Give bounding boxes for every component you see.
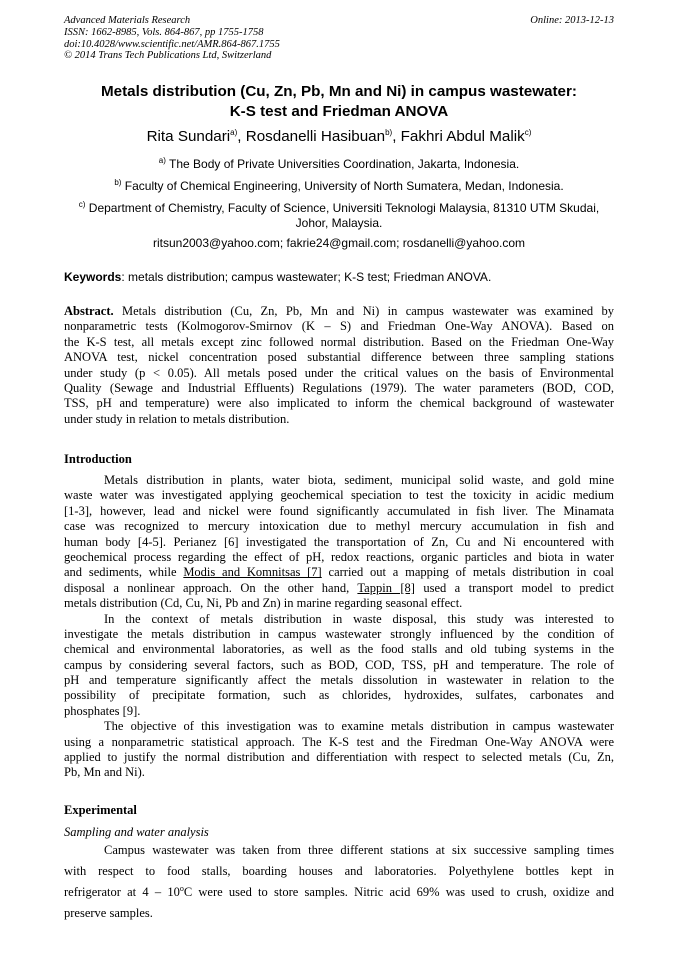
intro-line: phosphates [9]. [64, 703, 141, 718]
intro-line: human body [4-5]. Perianez [6] investigated the transportation of Zn, Cu and Ni encountered with [64, 534, 614, 549]
introduction-heading: Introduction [64, 452, 132, 466]
intro-line: In the context of metals distribution in waste disposal, this study was interested to [104, 611, 614, 626]
experimental-body [64, 840, 614, 924]
affiliation-c [40, 201, 638, 230]
abstract-line: Quality (Sewage and Industrial Effluents) Regulations (1979). The water parameters (BOD, COD, [64, 380, 614, 395]
sampling-subheading: Sampling and water analysis [64, 825, 209, 839]
journal-name: Advanced Materials Research [64, 15, 191, 26]
intro-text: carried out a mapping of metals distribution in coal [321, 565, 614, 580]
journal-header [64, 15, 280, 62]
author-separator: , [392, 128, 401, 145]
abstract-line: under study in relation to metals distribution. [64, 411, 290, 426]
affiliation-a [40, 157, 638, 172]
exp-line: Campus wastewater was taken from three different stations at six successive sampling times [104, 843, 614, 857]
intro-line [64, 565, 614, 580]
keywords-text: : metals distribution; campus wastewater; K-S test; Friedman ANOVA. [121, 270, 492, 284]
intro-line: pH and temperature significantly affect the metals dissolution in wastewater in relation to the [64, 673, 614, 688]
author-emails [40, 236, 638, 251]
intro-line: applied to justify the normal distribution and differentiation with respect to selected metals (Cu, Zn, [64, 750, 614, 765]
exp-line: with respect to food stalls, boarding houses and laboratories. Polyethylene bottles kept in [64, 864, 614, 878]
copyright-line: © 2014 Trans Tech Publications Ltd, Switzerland [64, 50, 272, 62]
affiliation-text-continued: Johor, Malaysia. [295, 215, 383, 230]
intro-line: [1-3], however, lead and nickel were found significantly accumulated in fish liver. The Minamata [64, 503, 614, 518]
intro-line: chemical and environmental laboratories, as well as the food stalls and old tubing systems in the [64, 642, 614, 657]
author-affiliation-mark: a) [230, 127, 238, 137]
abstract-label: Abstract. [64, 304, 114, 318]
abstract-text: Metals distribution (Cu, Zn, Pb, Mn and Ni) in campus wastewater was examined by [113, 304, 614, 318]
abstract-line: nonparametric tests (Kolmogorov-Smirnov (K – S) and Friedman One-Way ANOVA). Based on [64, 319, 614, 334]
author-separator: , [237, 128, 246, 145]
abstract [64, 304, 614, 427]
intro-line: metals distribution (Cd, Cu, Ni, Pb and Zn) in marine regarding seasonal effect. [64, 596, 463, 611]
affiliation-text: Faculty of Chemical Engineering, University of North Sumatera, Medan, Indonesia. [121, 179, 564, 193]
intro-line: Pb, Mn and Ni). [64, 765, 145, 780]
abstract-line: ANOVA test, nickel concentration posed substantial difference between three sampling stations [64, 350, 614, 365]
keywords-label: Keywords [64, 270, 122, 284]
author-affiliation-mark: b) [385, 127, 393, 137]
abstract-line: TSS, pH and temperature) were also implicated to inform the chemical background of wastewater [64, 396, 614, 411]
author-list [40, 127, 638, 147]
intro-line: campus by considering several factors, such as BOD, COD, TSS, pH and temperature. The role of [64, 657, 614, 672]
degree-superscript: o [179, 883, 184, 893]
abstract-line [64, 304, 614, 319]
paper-title [40, 82, 638, 122]
doi-line: doi:10.4028/www.scientific.net/AMR.864-867.1755 [64, 38, 280, 50]
affiliation-b [40, 179, 638, 194]
title-line-2: K-S test and Friedman ANOVA [229, 103, 449, 120]
issn-line: ISSN: 1662-8985, Vols. 864-867, pp 1755-1758 [64, 26, 264, 38]
affiliation-text: Department of Chemistry, Faculty of Science, Universiti Teknologi Malaysia, 81310 UTM Skudai, [85, 201, 600, 215]
email-list: ritsun2003@yahoo.com; fakrie24@gmail.com; rosdanelli@yahoo.com [152, 236, 526, 250]
intro-line: geochemical process regarding the effect of pH, redox reactions, organic particles and biota in water [64, 549, 614, 564]
intro-line: waste water was investigated applying geochemical speciation to test the toxicity in acidic medium [64, 488, 614, 503]
intro-line: The objective of this investigation was to examine metals distribution in campus wastewater [104, 719, 614, 734]
intro-line: Metals distribution in plants, water biota, sediment, municipal solid waste, and gold mine [104, 473, 614, 487]
intro-line: investigate the metals distribution in campus wastewater strongly influenced by the condition of [64, 626, 614, 641]
author-affiliation-mark: c) [524, 127, 532, 137]
intro-text: used a transport model to predict [414, 580, 614, 595]
introduction-body [64, 473, 614, 781]
intro-line: using a nonparametric statistical approach. The K-S test and the Firedman One-Way ANOVA were [64, 734, 614, 749]
affiliation-text: The Body of Private Universities Coordination, Jakarta, Indonesia. [165, 157, 520, 171]
abstract-line: under study (p < 0.05). All metals posed under the critical values on the basis of Environmental [64, 365, 614, 380]
intro-text: and sediments, while [64, 565, 184, 580]
author-name: Rosdanelli Hasibuan [245, 128, 386, 145]
affiliation-mark: a) [158, 156, 166, 165]
experimental-heading: Experimental [64, 803, 137, 817]
title-line-1: Metals distribution (Cu, Zn, Pb, Mn and Ni) in campus wastewater: [101, 83, 577, 100]
exp-line [64, 882, 614, 903]
online-date: Online: 2013-12-13 [530, 15, 614, 26]
intro-line: possibility of precipitate formation, such as chlorides, hydroxides, sulfates, carbonates and [64, 688, 614, 703]
author-name: Rita Sundari [146, 128, 231, 145]
abstract-line: the K-S test, all metals except zinc followed normal distribution. Based on the Friedman One-Way [64, 334, 614, 349]
affiliation-mark: b) [114, 178, 122, 187]
keywords [64, 270, 491, 284]
citation-link-tappin[interactable]: Tappin [8] [357, 580, 415, 595]
intro-line [64, 581, 614, 596]
intro-line: case was recognized to mercury intoxication due to methyl mercury accumulation in fish and [64, 519, 614, 534]
affiliation-mark: c) [78, 200, 86, 209]
exp-text: refrigerator at 4 – 10 [64, 885, 180, 899]
citation-link-modis[interactable]: Modis and Komnitsas [7] [183, 565, 322, 580]
exp-text: C were used to store samples. Nitric acid 69% was used to crush, oxidize and [183, 885, 614, 899]
author-name: Fakhri Abdul Malik [400, 128, 525, 145]
exp-line: preserve samples. [64, 906, 153, 920]
intro-text: disposal a nonlinear approach. On the other hand, [64, 580, 358, 595]
